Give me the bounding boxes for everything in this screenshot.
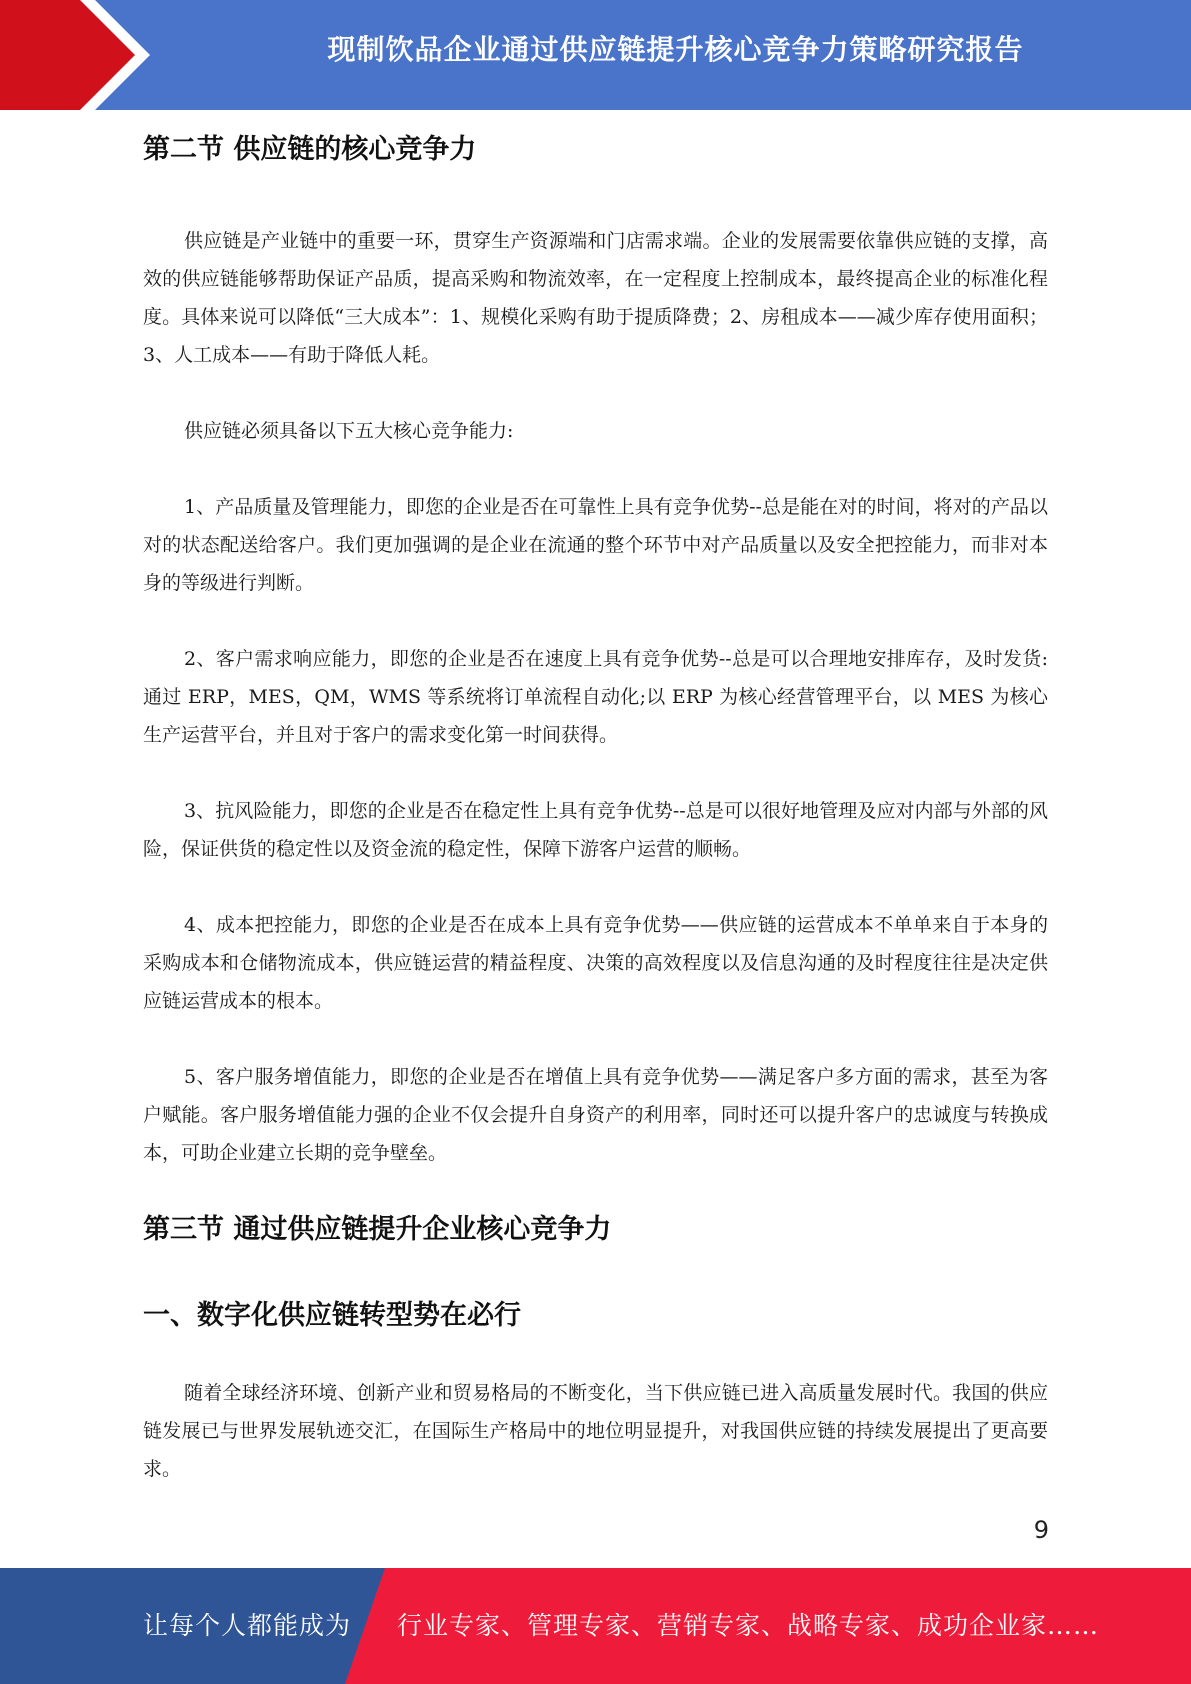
paragraph-five-capabilities: 供应链必须具备以下五大核心竞争能力: xyxy=(184,420,514,442)
paragraph-supply-chain-intro: 供应链是产业链中的重要一环，贯穿生产资源端和门店需求端。企业的发展需要依靠供应链的支撑，高效的供应链能够帮助保证产品质，提高采购和物流效率，在一定程度上控制成本，最终提高企业的标准化程度。具体来说可以降低“三大成本”：1、规模化采购有助于提质降费；2、房租成本——减少库存使用面积；3、人工成本——有助于降低人耗。 xyxy=(143,230,1048,366)
page-content xyxy=(143,122,1048,1488)
paragraph-capability-4: 4、成本把控能力，即您的企业是否在成本上具有竞争优势——供应链的运营成本不单单来自于本身的采购成本和仓储物流成本，供应链运营的精益程度、决策的高效程度以及信息沟通的及时程度往往是决定供应链运营成本的根本。 xyxy=(143,914,1048,1012)
paragraph-capability-2: 2、客户需求响应能力，即您的企业是否在速度上具有竞争优势--总是可以合理地安排库存，及时发货:通过 ERP，MES，QM，WMS 等系统将订单流程自动化;以 ERP 为核心经营管理平台，以 MES 为核心生产运营平台，并且对于客户的需求变化第一时间获得。 xyxy=(143,648,1048,746)
page-header xyxy=(0,0,1191,110)
paragraph-capability-3: 3、抗风险能力，即您的企业是否在稳定性上具有竞争优势--总是可以很好地管理及应对内部与外部的风险，保证供货的稳定性以及资金流的稳定性，保障下游客户运营的顺畅。 xyxy=(143,800,1048,860)
paragraph-capability-1: 1、产品质量及管理能力，即您的企业是否在可靠性上具有竞争优势--总是能在对的时间，将对的产品以对的状态配送给客户。我们更加强调的是企业在流通的整个环节中对产品质量以及安全把控能力，而非对本身的等级进行判断。 xyxy=(143,496,1048,594)
section-3-heading: 第三节 通过供应链提升企业核心竞争力 xyxy=(143,1214,612,1245)
page-number: 9 xyxy=(1033,1516,1049,1544)
paragraph-digital-supply-chain: 随着全球经济环境、创新产业和贸易格局的不断变化，当下供应链已进入高质量发展时代。我国的供应链发展已与世界发展轨迹交汇，在国际生产格局中的地位明显提升，对我国供应链的持续发展提出了更高要求。 xyxy=(143,1382,1048,1480)
footer-slogan-left: 让每个人都能成为 xyxy=(143,1611,352,1640)
report-title: 现制饮品企业通过供应链提升核心竞争力策略研究报告 xyxy=(327,33,1024,66)
paragraph-capability-5: 5、客户服务增值能力，即您的企业是否在增值上具有竞争优势——满足客户多方面的需求，甚至为客户赋能。客户服务增值能力强的企业不仅会提升自身资产的利用率，同时还可以提升客户的忠诚度与转换成本，可助企业建立长期的竞争壁垒。 xyxy=(143,1066,1048,1164)
section-2-heading: 第二节 供应链的核心竞争力 xyxy=(143,134,477,165)
page-footer xyxy=(0,1568,1191,1684)
footer-slogan-right: 行业专家、管理专家、营销专家、战略专家、成功企业家…… xyxy=(397,1611,1100,1640)
header-arrow-decoration xyxy=(0,0,160,110)
subsection-1-heading: 一、数字化供应链转型势在必行 xyxy=(143,1300,521,1331)
